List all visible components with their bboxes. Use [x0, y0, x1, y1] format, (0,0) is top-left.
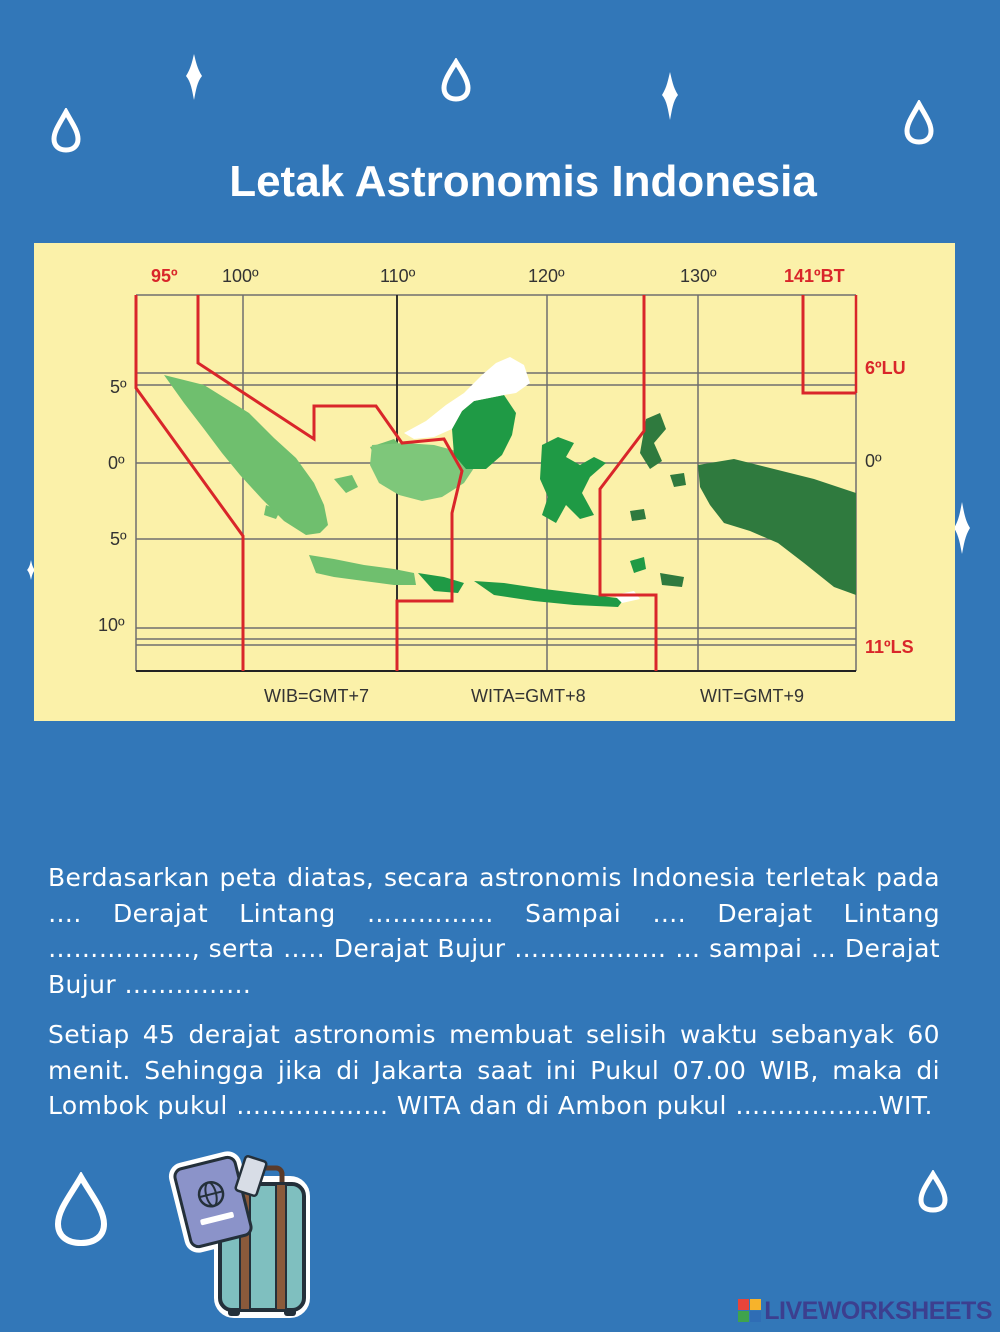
page-title: Letak Astronomis Indonesia [229, 157, 817, 206]
lat-label-11ls: 11ºLS [865, 637, 914, 657]
map-canvas [34, 243, 955, 721]
question-paragraph-1: Berdasarkan peta diatas, secara astronomis Indonesia terletak pada …. Derajat Lintang …………… Sampai …. Derajat Lintang …………….., serta ….. Derajat Bujur ……………… … sampai … Derajat Bujur …………… [48, 863, 940, 999]
timezone-wita: WITA=GMT+8 [471, 686, 586, 706]
lat-label-5n: 5º [110, 377, 127, 397]
land-wit [630, 413, 856, 595]
lon-label-95: 95º [151, 266, 178, 286]
lat-label-5s: 5º [110, 529, 127, 549]
lat-label-10s: 10º [98, 615, 125, 635]
footer-brand [738, 1296, 992, 1326]
lat-label-0-right: 0º [865, 451, 882, 471]
sparkle-icon [180, 52, 208, 102]
lat-label-0: 0º [108, 453, 125, 473]
lon-label-120: 120º [528, 266, 565, 286]
lon-label-130: 130º [680, 266, 717, 286]
drop-icon [916, 1170, 950, 1214]
lon-label-141: 141ºBT [784, 266, 845, 286]
brand-name[interactable]: LIVEWORKSHEETS [764, 1296, 992, 1325]
timezone-wit: WIT=GMT+9 [700, 686, 805, 706]
drop-icon [52, 1172, 110, 1248]
sparkle-icon [656, 70, 684, 122]
indonesia-time-zone-map [34, 243, 955, 721]
lon-label-110: 110º [380, 266, 416, 286]
timezone-wib: WIB=GMT+7 [264, 686, 370, 706]
question-paragraph-2: Setiap 45 derajat astronomis membuat selisih waktu sebanyak 60 menit. Sehingga jika di Jakarta saat ini Pukul 07.00 WIB, maka di Lombok pukul ……………… WITA dan di Ambon pukul ……………..WIT. [48, 1020, 940, 1120]
brand-logo-icon [738, 1299, 762, 1323]
drop-icon [440, 58, 472, 102]
drop-icon [902, 100, 936, 146]
lon-label-100: 100º [222, 266, 259, 286]
lat-label-6lu: 6ºLU [865, 358, 906, 378]
drop-icon [50, 108, 82, 154]
travel-suitcase-icon [168, 1150, 338, 1326]
